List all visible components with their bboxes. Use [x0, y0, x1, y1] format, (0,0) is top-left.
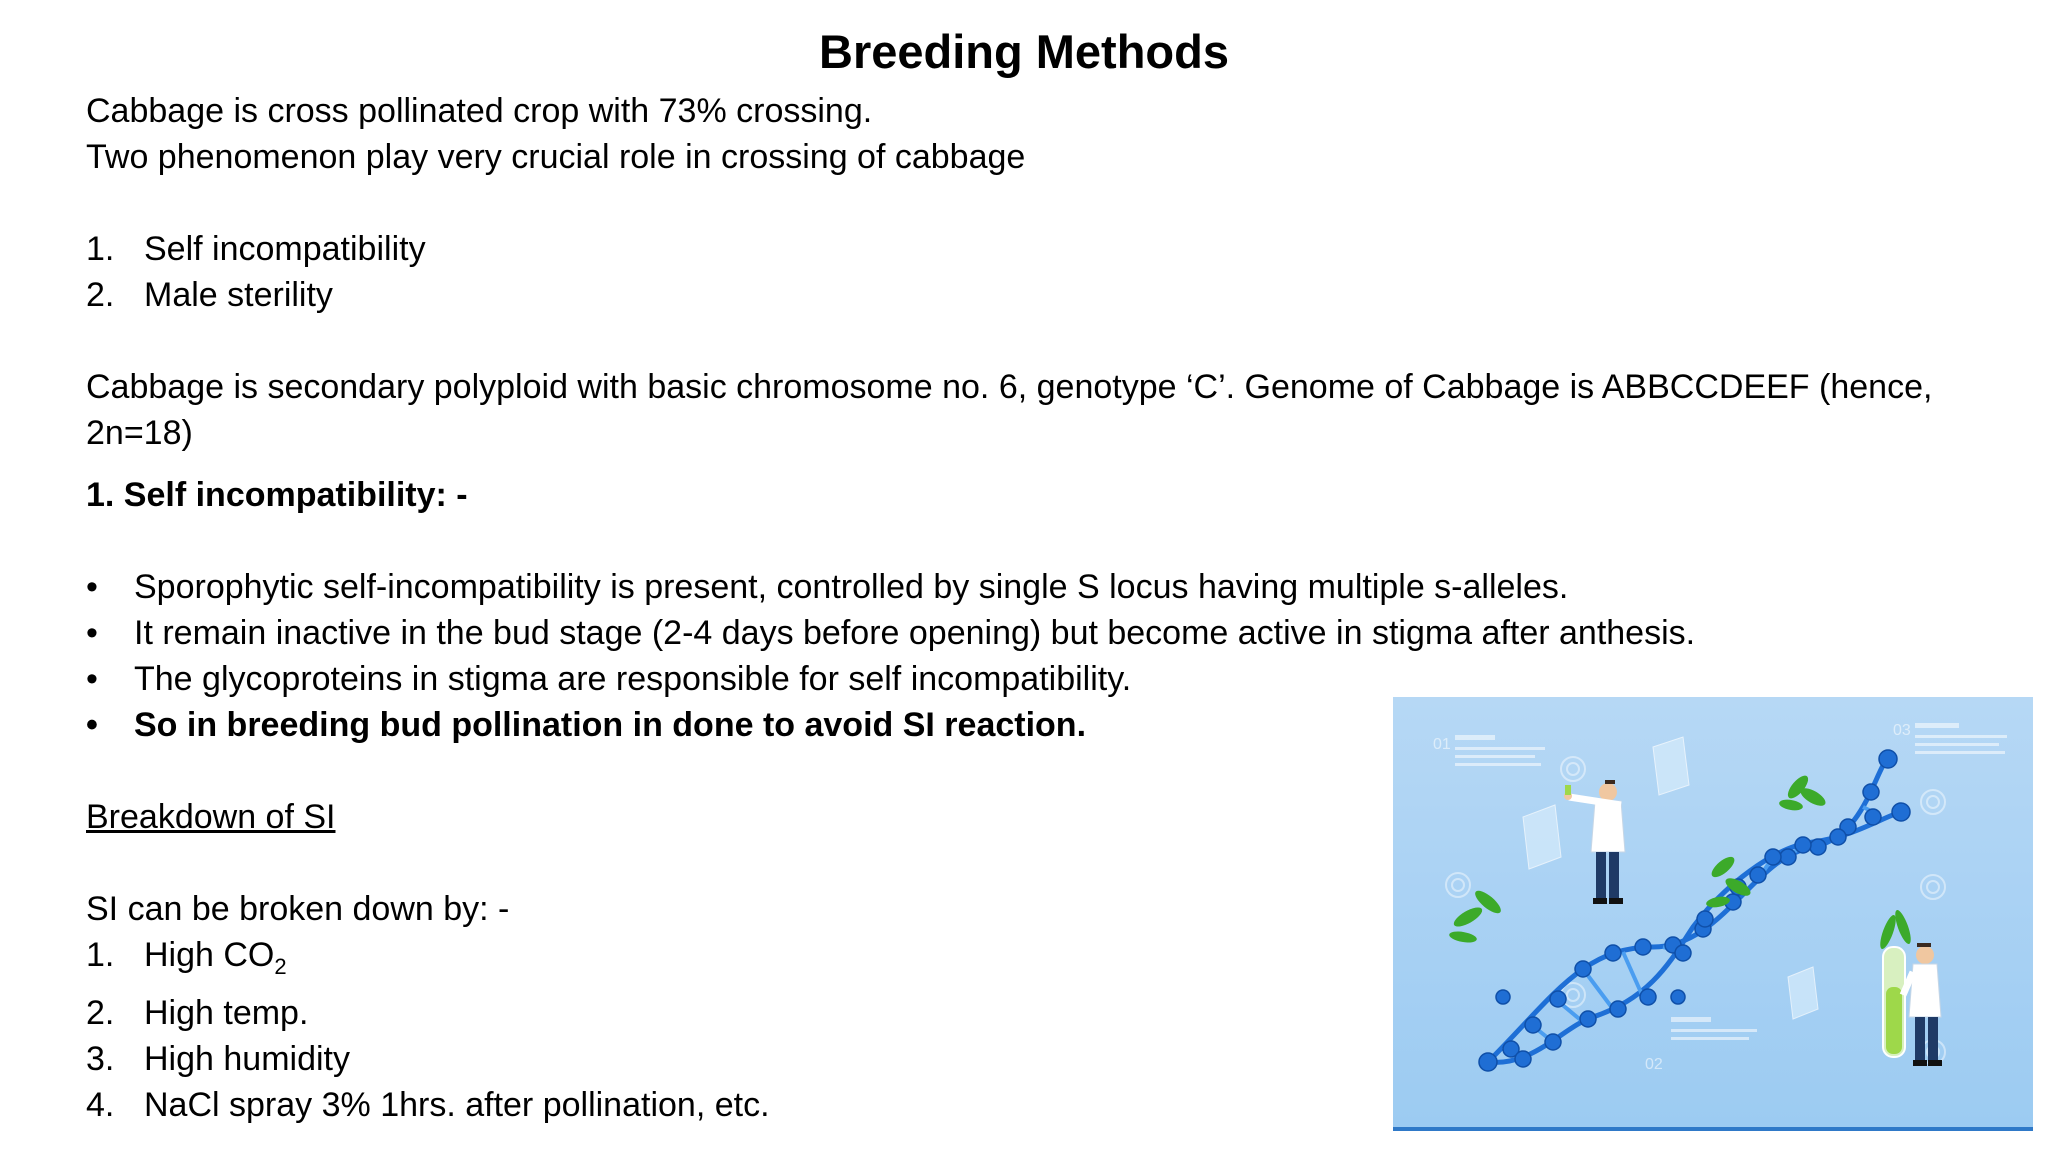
intro-line: Cabbage is cross pollinated crop with 73% crossing. — [86, 92, 873, 130]
scientist-figure — [1564, 780, 1625, 904]
bullet-item — [86, 564, 1986, 610]
list-text — [144, 932, 287, 990]
slide-title: Breeding Methods — [819, 25, 1229, 78]
list-text: High temp. — [144, 993, 309, 1032]
list-number: 3. — [86, 1039, 115, 1078]
subsection-heading: Breakdown of SI — [86, 798, 336, 836]
list-text: Male sterility — [144, 276, 333, 314]
list-number: 4. — [86, 1085, 115, 1124]
list-number: 2. — [86, 993, 115, 1032]
marker-01: 01 — [1433, 736, 1451, 753]
dna-science-illustration — [1393, 697, 2033, 1131]
list-text: NaCl spray 3% 1hrs. after pollination, etc. — [144, 1085, 770, 1124]
bullet-text: It remain inactive in the bud stage (2-4 days before opening) but become active in stigma after anthesis. — [134, 614, 1696, 652]
bullet-text: The glycoproteins in stigma are responsible for self incompatibility. — [134, 660, 1132, 698]
polyploid-paragraph: Cabbage is secondary polyploid with basic chromosome no. 6, genotype ‘C’. Genome of Cabbage is ABBCCDEEF (hence, 2n=18) — [86, 368, 1933, 452]
info-panel-bottom — [1645, 1017, 1757, 1073]
list-number: 1. — [86, 936, 115, 974]
plant-leaves — [1448, 772, 1914, 950]
bullet-text: So in breeding bud pollination in done to avoid SI reaction. — [134, 706, 1087, 744]
marker-03: 03 — [1893, 722, 1911, 739]
list-item — [86, 226, 1986, 272]
subscript: 2 — [274, 953, 287, 979]
dna-helix — [1479, 750, 1910, 1071]
info-panel-left — [1433, 735, 1545, 766]
scientist-figure — [1903, 943, 1942, 1066]
list-item — [86, 272, 1986, 318]
bullet-item — [86, 656, 1986, 702]
list-number: 1. — [86, 230, 115, 268]
list-text-main: High CO — [144, 936, 275, 974]
list-text: Self incompatibility — [144, 230, 426, 268]
bullet-glyph: • — [86, 706, 98, 744]
list-number: 2. — [86, 276, 115, 314]
test-tube — [1883, 947, 1905, 1057]
section-heading: 1. Self incompatibility: - — [86, 476, 468, 514]
bullet-glyph: • — [86, 614, 98, 652]
bullet-glyph: • — [86, 660, 98, 698]
bullet-glyph: • — [86, 568, 98, 606]
intro-line: Two phenomenon play very crucial role in crossing of cabbage — [86, 138, 1026, 176]
bullet-item — [86, 610, 1986, 656]
bullet-text: Sporophytic self-incompatibility is present, controlled by single S locus having multiple s-alleles. — [134, 568, 1569, 606]
info-panel-right — [1893, 722, 2007, 754]
dna-illustration-svg — [1393, 697, 2033, 1127]
breakdown-intro: SI can be broken down by: - — [86, 890, 510, 928]
marker-02: 02 — [1645, 1056, 1663, 1073]
list-text: High humidity — [144, 1039, 350, 1078]
